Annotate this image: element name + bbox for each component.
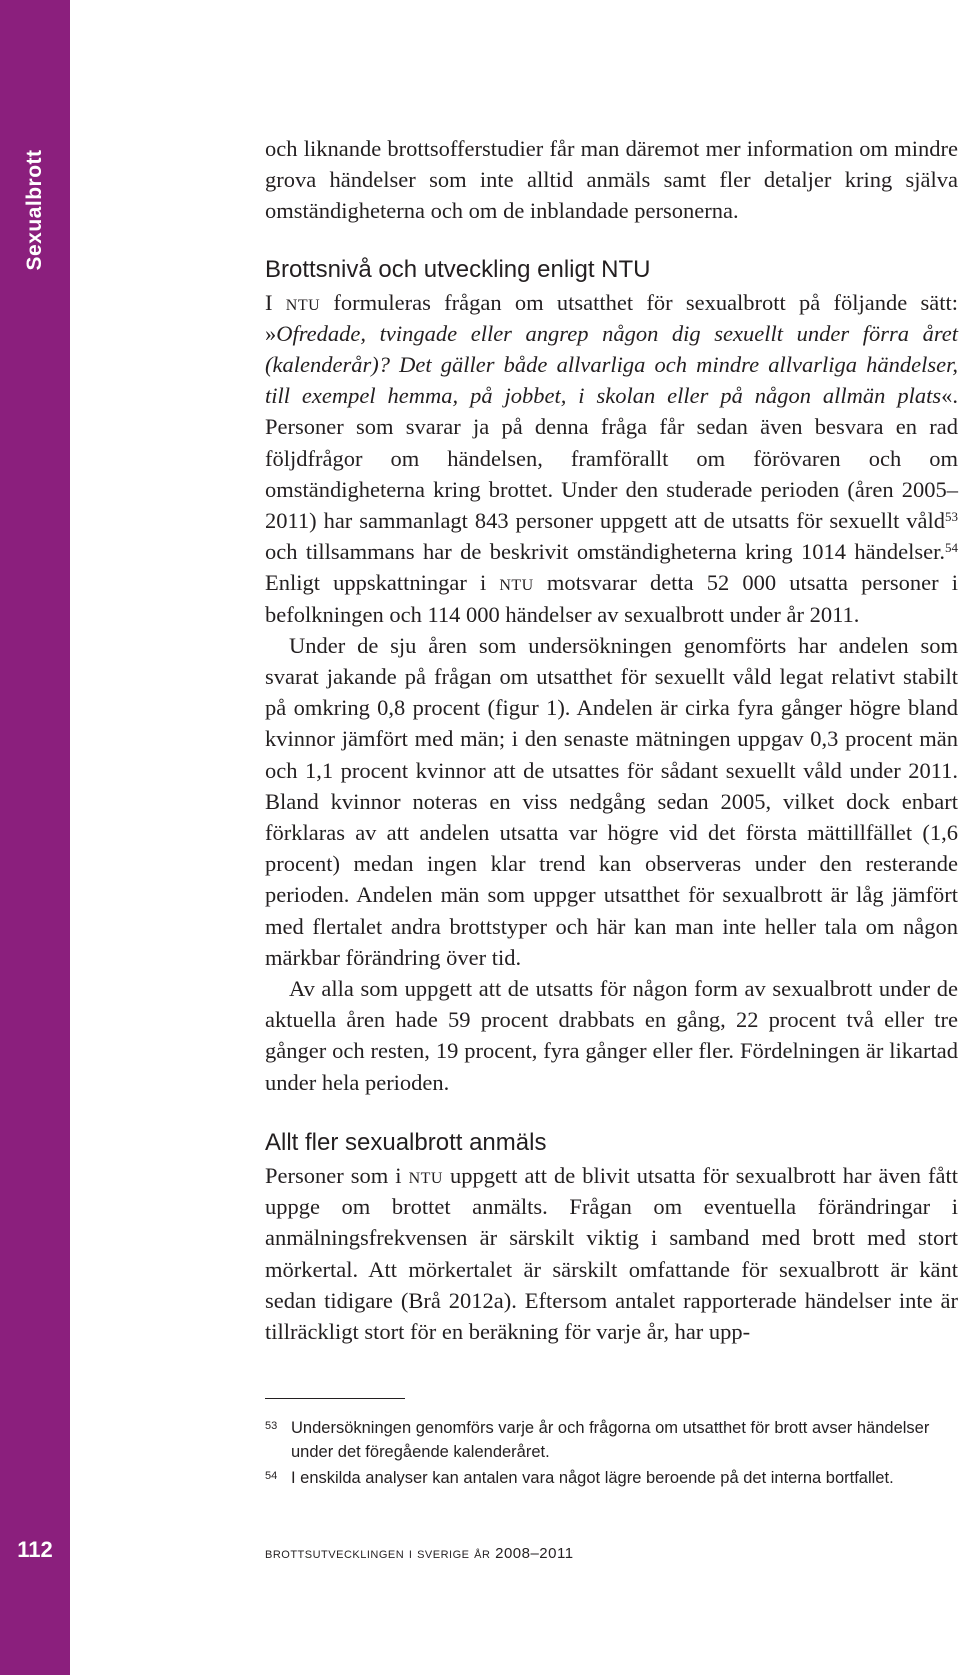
paragraph-frequency: Av alla som uppgett att de utsatts för någon form av sexualbrott under de aktuella åren hade 59 procent drabbats en gång, 22 procent två eller tre gånger och resten, 19 procent, fyra gånger eller fler. Fördelningen är likartad under hela perioden. [265, 976, 958, 1095]
running-title: brottsutvecklingen i sverige år 2008–2011 [265, 1545, 574, 1562]
paragraph-ntu-question [265, 287, 958, 630]
text-span: uppgett att de blivit utsatta för sexualbrott har även fått uppge om brottet anmälts. Frågan om eventuella förändringar i anmälningsfrekvensen är särskilt viktig i samband med brott med stort mörkertal. Att mörkertalet är särskilt omfattande för sexualbrott är känt sedan tidigare (Brå 2012a). Eftersom antalet rapporterade händelser inte är tillräckligt stort för en beräkning för varje år, har upp- [265, 1162, 959, 1344]
paragraph-intro: och liknande brottsofferstudier får man däremot mer information om mindre grova händelser som inte alltid anmäls samt fler detaljer kring själva omständigheterna och om de inblandade personerna. [265, 136, 958, 224]
footnote-number: 53 [265, 1420, 278, 1432]
abbr-ntu: ntu [285, 289, 321, 315]
footnote-number: 54 [265, 1470, 278, 1482]
footnote-54 [265, 1466, 958, 1490]
text-span: Personer som i [265, 1162, 402, 1188]
footnote-ref-53: 53 [945, 509, 958, 525]
text-span: Enligt uppskattningar i [265, 570, 487, 596]
abbr-ntu: ntu [499, 570, 534, 596]
footnote-53 [265, 1416, 958, 1464]
text-span: och tillsammans har de beskrivit omständigheterna kring 1014 händelser. [265, 539, 945, 565]
survey-question-quote: Ofredade, tvingade eller angrep någon dig sexuellt under förra året (kalenderår)? Det gäller både allvarliga och mindre allvarliga händelser, till exempel hemma, på jobbet, i skolan eller på någon allmän plats [265, 320, 958, 409]
running-footer [265, 1545, 574, 1562]
footnote-ref-54: 54 [945, 540, 958, 556]
footnote-divider [265, 1398, 405, 1399]
sidebar [0, 0, 70, 1675]
footnote-text: Undersökningen genomförs varje år och frågorna om utsatthet för brott avser händelser under det föregående kalenderåret. [291, 1419, 930, 1461]
section-label: Sexualbrott [23, 149, 46, 271]
footnote-text: I enskilda analyser kan antalen vara något lägre beroende på det interna bortfallet. [291, 1469, 894, 1487]
main-text [265, 133, 958, 1347]
text-span: I [265, 289, 273, 315]
footnotes [265, 1416, 958, 1492]
text-span: «. Personer som svarar ja på denna fråga får sedan även besvara en rad följdfrågor om händelsen, framförallt om förövaren och om omständigheterna kring brottet. Under den studerade perioden (åren 2005–2011) har sammanlagt 843 personer uppgett att de utsatts för sexuellt våld [265, 383, 958, 534]
page-number: 112 [17, 1537, 53, 1562]
paragraph-trend: Under de sju åren som undersökningen genomförts har andelen som svarat jakande på frågan om utsatthet för sexuellt våld legat relativt stabilt på omkring 0,8 procent (figur 1). Andelen är cirka fyra gånger högre bland kvinnor jämfört med män; i den senaste mätningen uppgav 0,3 procent män och 1,1 procent kvinnor att de utsattes för sådant sexuellt våld under 2011. Bland kvinnor noteras en viss nedgång sedan 2005, vilket dock enbart förklaras av att andelen utsatta var högre vid det första mättillfället (1,6 procent) medan ingen klar trend kan observeras under den resterande perioden. Andelen män som uppger utsatthet för sexualbrott är låg jämfört med flertalet andra brottstyper och här kan man inte heller tala om någon märkbar förändring över tid. [265, 632, 958, 970]
section-heading-ntu: Brottsnivå och utveckling enligt NTU [265, 255, 651, 283]
abbr-ntu: ntu [408, 1162, 443, 1188]
text-span: motsvarar detta 52 000 utsatta personer i befolkningen och 114 000 händelser av sexualbrott under år 2011. [265, 570, 958, 627]
paragraph-reporting [265, 1160, 958, 1347]
section-heading-reporting: Allt fler sexualbrott anmäls [265, 1128, 547, 1156]
text-span: formuleras frågan om utsatthet för sexualbrott på följande sätt: » [265, 289, 959, 346]
